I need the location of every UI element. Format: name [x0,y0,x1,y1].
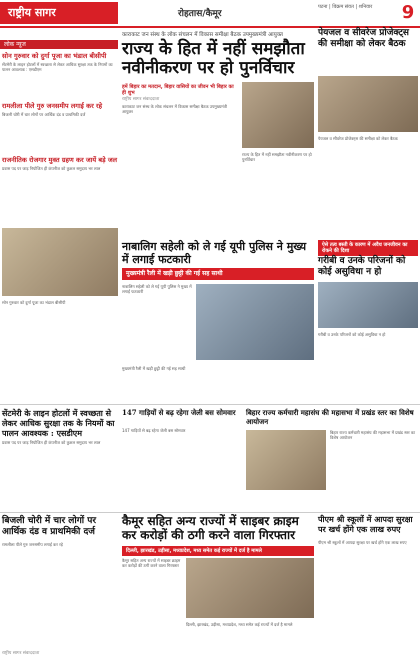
left-body-3: प्रवास पद पर जाड़ नियोजित ही कंपनीज को कुशल समुदाय भर लाल [2,166,101,171]
right-headline-1: पेयजल व सीवरेज प्रोजेक्ट्स की समीक्षा को लेकर बैठक [318,28,409,49]
middle-body-1: नाबालिग सहेली को ले गई यूपी पुलिस ने मुख्य में लगाई फटकारी [122,284,192,294]
right-headline-3: बिहार राज्य कर्मचारी महासंघ की महासभा में प्रखंड स्तर का विशेष आयोजन [246,408,414,426]
bottom-headline: कैमूर सहित अन्य राज्यों में साइबर क्राइम कर करोड़ों की ठगी करने वाला गिरफ्तार [122,514,299,542]
right-headline-4: पीएम श्री स्कूलों में आपदा सुरक्षा पर खर्च होंगे एक लाख रुपए [318,514,413,534]
right-photo-2 [318,282,418,328]
middle-body-3: 147 गाड़ियों से बढ़ रहेगा जेली बस सोमवार [122,428,186,433]
left-photo [2,228,118,296]
lead-byline: राष्ट्रीय सागर संवाददाता [122,97,160,102]
middle-body-2: मुख्यमंत्री रैली में खड़ी छुट्टी की गई सह साथी [122,366,186,371]
lead-photo [242,82,314,148]
lead-intro: काराकाट जन संस्थ के लोक संचलन में विकास समीक्षा बैठक उपमुख्यमंत्री आयुक्त [122,32,283,38]
left-headline-2: रामलीला पीले गुरु जनसमीप लगाई कर रहे [2,102,103,110]
right-body-1: पेयजल व सीवरेज प्रोजेक्ट्स की समीक्षा को लेकर बैठक [318,136,398,141]
lead-body-2: राज्य के हित में नहीं समझौता नवीनीकरण पर हो पुनर्विचार [242,152,312,162]
left-story-body: प्रवास पद पर जाड़ नियोजित ही कंपनीज को कुशल समुदाय भर लाल [2,440,101,445]
right-body-4: पीएम श्री स्कूलों में आपदा सुरक्षा पर खर्च होंगे एक लाख रुपए [318,540,407,545]
bottom-photo [186,558,314,618]
right-photo-1 [318,76,418,132]
right-photo-3 [246,430,326,490]
edition-info: पटना | विक्रम संवत | शनिवार [318,4,373,10]
footer-byline: राष्ट्रीय सागर संवाददाता [2,651,40,656]
section-divider [0,404,420,405]
newspaper-title: राष्ट्रीय सागर [0,2,118,24]
right-red-bar: ऐसे तत्व बस्ती के कारण में अवैध जनजीवन का रोकने की दिशा [318,240,418,256]
left-story-headline: सेंटमेरी के लाइन होटलों में स्वच्छता से लेकर आधिक सुरक्षा तक के नियमों का पालन आवश्यक : एसडीएम [2,408,115,438]
left-story2-body: रामलीला पीले गुरु जनसमीप लगाई कर रहे [2,542,63,547]
middle-red-note: मुख्यमंत्री रैली में खड़ी छुट्टी की गई सह साथी [122,268,314,280]
left-body-2: बिजली चोरी में चार लोगों पर आर्थिक दंड व प्राथमिकी दर्ज [2,112,86,117]
middle-headline-2: 147 गाड़ियों से बढ़ रहेगा जेली बस सोमवार [122,408,236,417]
left-section-label: लोक न्यूज [0,40,118,49]
lead-body: काराकाट जन संस्थ के लोक संचलन में विकास समीक्षा बैठक उपमुख्यमंत्री आयुक्त [122,104,227,114]
right-headline-2: गरीबी व उनके परिजनों को कोई असुविधा न हो [318,256,406,277]
lead-quote: हमें बिहार का मतदान, बिहार वासियों का जीवन भी बिहार का ही शुभ [122,84,234,96]
left-headline-1: सोन गुरुवार को दुर्गा पूजा का भंडाल बीसीपी [2,52,107,60]
right-body-2: गरीबी व उनके परिजनों को कोई असुविधा न हो [318,332,386,337]
left-body-1: सेंटमेरी के लाइन होटलों में स्वच्छता से लेकर आधिक सुरक्षा तक के नियमों का पालन आवश्यक : एसडीएम [2,62,113,72]
lead-headline: राज्य के हित में नहीं समझौता नवीनीकरण पर हो पुनर्विचार [122,39,305,78]
section-divider-2 [0,512,420,513]
bottom-body-1: कैमूर सहित अन्य राज्यों में साइबर क्राइम कर करोड़ों की ठगी करने वाला गिरफ्तार [122,558,181,568]
bottom-body-2: दिल्ली, झारखंड, उड़ीसा, मध्यप्रदेश, मध्य समेत कई राज्यों में दर्ज है मामले [186,622,293,627]
left-story2-headline: बिजली चोरी में चार लोगों पर आर्थिक दंड व प्राथमिकी दर्ज [2,516,97,537]
bottom-intro: दिल्ली, झारखंड, उड़ीसा, मध्यप्रदेश, मध्य समेत कई राज्यों में दर्ज है मामले [122,546,314,556]
left-headline-3: राजनीतिक रोजगार मुक्त ग्रहण कर जायें बड़े जल [2,156,118,164]
right-body-3: बिहार राज्य कर्मचारी महासंघ की महासभा में प्रखंड स्तर का विशेष आयोजन [330,430,416,440]
middle-headline: नाबालिग सहेली को ले गई यूपी पुलिस ने मुख्य में लगाई फटकारी [122,240,307,266]
middle-photo [196,284,314,360]
page-number: 9 [401,2,415,23]
left-body-4: सोन गुरुवार को दुर्गा पूजा का भंडाल बीसीपी [2,300,66,305]
section-title: रोहतास/कैमूर [178,9,222,19]
